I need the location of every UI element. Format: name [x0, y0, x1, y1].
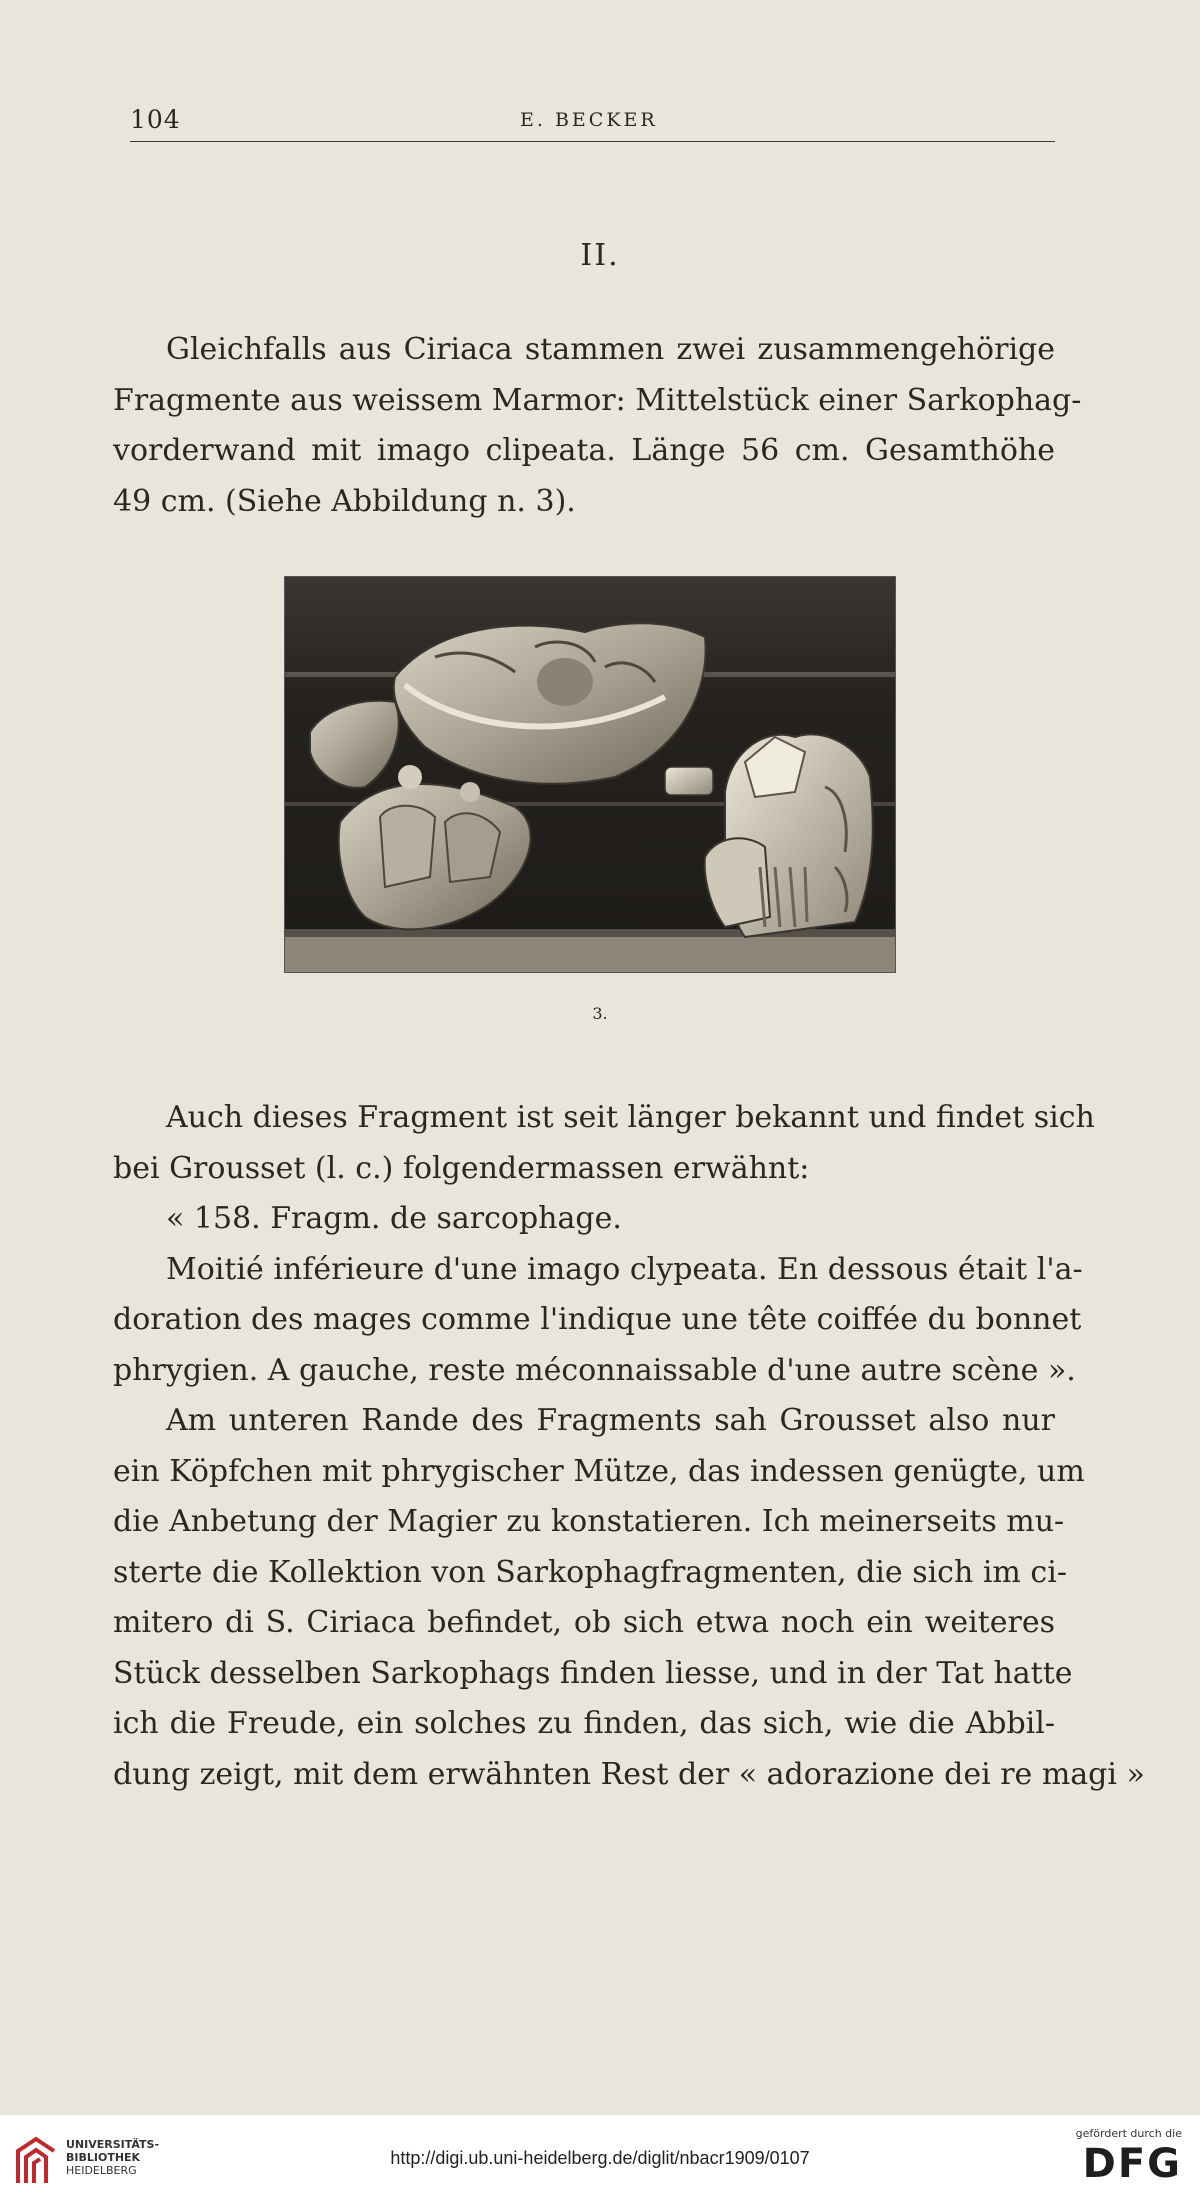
text-line: 49 cm. (Siehe Abbildung n. 3).	[113, 483, 576, 519]
funding-note: gefördert durch die	[1075, 2127, 1182, 2140]
text-line: Stück desselben Sarkophags finden liesse, und in der Tat hatte	[113, 1655, 1073, 1691]
permalink-url[interactable]: http://digi.ub.uni-heidelberg.de/diglit/nbacr1909/0107	[390, 2148, 810, 2168]
text-line: doration des mages comme l'indique une tête coiffée du bonnet	[113, 1302, 1082, 1337]
text-line: ich die Freude, ein solches zu finden, das sich, wie die Abbil-	[113, 1706, 1055, 1741]
page-header	[130, 105, 1055, 142]
text-line: Fragmente aus weissem Marmor: Mittelstück einer Sarkophag-	[113, 382, 1082, 418]
paragraph-1	[113, 325, 1082, 527]
figure-caption: 3.	[592, 1004, 608, 1023]
text-line: sterte die Kollektion von Sarkophagfragmenten, die sich im ci-	[113, 1554, 1067, 1590]
sarcophagus-fragments-photo	[284, 576, 896, 973]
text-line: ein Köpfchen mit phrygischer Mütze, das indessen genügte, um	[113, 1453, 1085, 1489]
library-name-line: UNIVERSITÄTS-	[66, 2138, 160, 2151]
text-line: phrygien. A gauche, reste méconnaissable d'une autre scène ».	[113, 1352, 1076, 1388]
text-line: mitero di S. Ciriaca befindet, ob sich etwa noch ein weiteres	[113, 1605, 1055, 1640]
text-line: Moitié inférieure d'une imago clypeata. En dessous était l'a-	[166, 1251, 1083, 1287]
text-line: vorderwand mit imago clipeata. Länge 56 cm. Gesamthöhe	[113, 433, 1055, 468]
running-head: E. BECKER	[520, 109, 658, 131]
text-line: Am unteren Rande des Fragments sah Grousset also nur	[166, 1403, 1055, 1438]
library-name-line: BIBLIOTHEK	[66, 2151, 141, 2164]
section-number: II.	[580, 238, 620, 273]
text-line: dung zeigt, mit dem erwähnten Rest der « adorazione dei re magi »	[113, 1756, 1145, 1792]
photo-illustration	[285, 577, 895, 972]
text-line: Auch dieses Fragment ist seit länger bekannt und findet sich	[166, 1100, 1095, 1135]
library-name-line: HEIDELBERG	[66, 2164, 137, 2177]
dfg-logo: DFG	[1082, 2141, 1182, 2187]
text-line: die Anbetung der Magier zu konstatieren. Ich meinerseits mu-	[113, 1504, 1065, 1539]
text-line: « 158. Fragm. de sarcophage.	[166, 1201, 622, 1236]
page-number: 104	[130, 105, 181, 134]
paragraph-2	[113, 1093, 1145, 1800]
text-line: Gleichfalls aus Ciriaca stammen zwei zusammengehörige	[166, 332, 1055, 367]
text-line: bei Grousset (l. c.) folgendermassen erwähnt:	[113, 1150, 810, 1186]
